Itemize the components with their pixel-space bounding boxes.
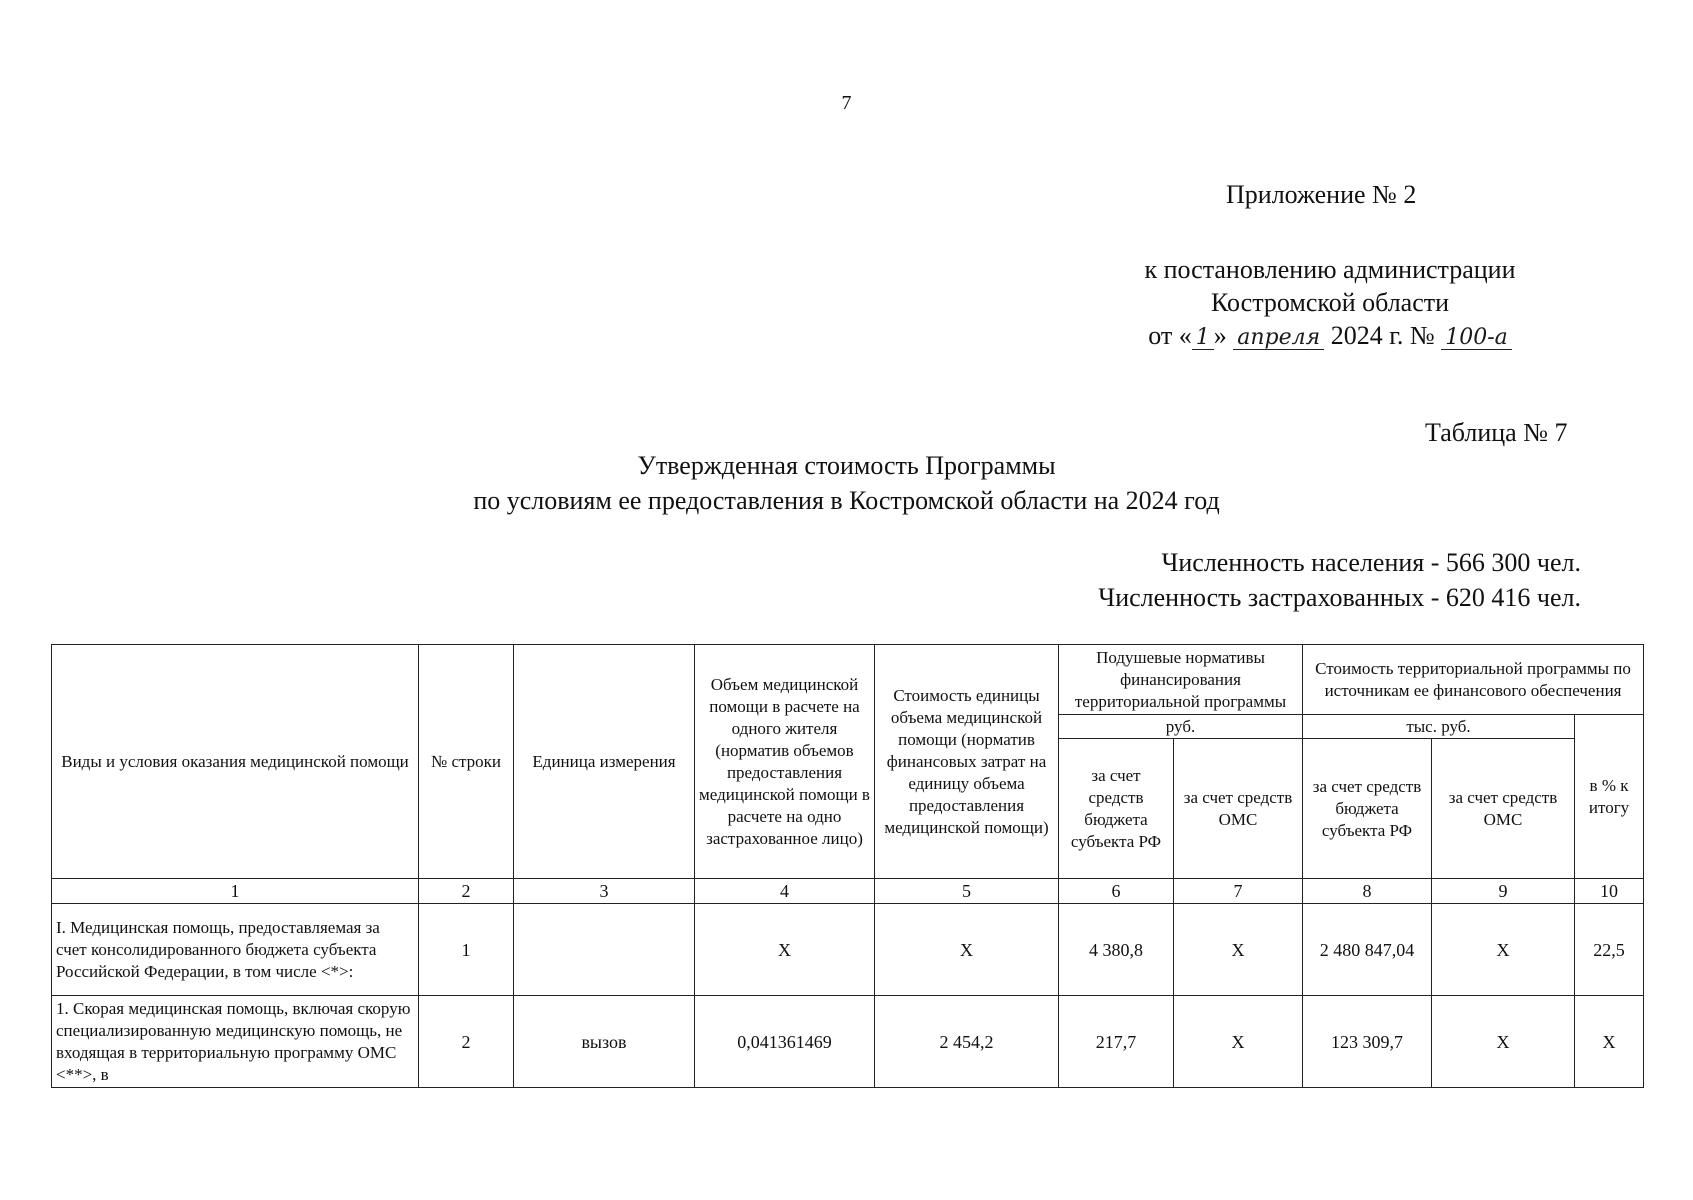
- header-unit-rub: руб.: [1059, 715, 1303, 739]
- date-mid: »: [1213, 321, 1227, 350]
- cost-table: [51, 644, 1644, 1088]
- header-per-capita-budget: за счет средств бюджета субъекта РФ: [1059, 739, 1174, 879]
- date-prefix: от «: [1148, 321, 1192, 350]
- row-per-capita-budget: 4 380,8: [1059, 904, 1174, 996]
- column-number: 5: [875, 879, 1059, 904]
- decree-line-1: к постановлению администрации: [1144, 255, 1516, 284]
- column-number: 2: [419, 879, 514, 904]
- handwritten-decree-number: 100-а: [1441, 327, 1512, 350]
- page-number: 7: [841, 92, 852, 114]
- row-per-capita-oms: Х: [1174, 904, 1303, 996]
- table-row: [52, 904, 1644, 996]
- row-cost-budget: 123 309,7: [1303, 996, 1432, 1088]
- header-unit-thousand-rub: тыс. руб.: [1303, 715, 1575, 739]
- column-number: 8: [1303, 879, 1432, 904]
- row-unit: вызов: [514, 996, 695, 1088]
- header-volume: Объем медицинской помощи в расчете на одного жителя (норматив объемов предоставления медицинской помощи в расчете на одно застрахованное лицо): [695, 645, 875, 879]
- row-cost-budget: 2 480 847,04: [1303, 904, 1432, 996]
- row-line-no: 2: [419, 996, 514, 1088]
- date-year: 2024 г. №: [1330, 321, 1435, 350]
- column-number: 9: [1432, 879, 1575, 904]
- column-number: 4: [695, 879, 875, 904]
- column-number: 3: [514, 879, 695, 904]
- row-unit: [514, 904, 695, 996]
- appendix-title: Приложение № 2: [1226, 180, 1417, 209]
- header-unit: Единица измерения: [514, 645, 695, 879]
- column-number-row: [52, 879, 1644, 904]
- row-name: 1. Скорая медицинская помощь, включая скорую специализированную медицинскую помощь, не входящая в территориальную программу ОМС <**>, в: [52, 996, 419, 1088]
- header-cost-budget: за счет средств бюджета субъекта РФ: [1303, 739, 1432, 879]
- row-per-capita-oms: Х: [1174, 996, 1303, 1088]
- column-number: 1: [52, 879, 419, 904]
- decree-date-line: [1110, 319, 1550, 352]
- header-cost-group: Стоимость территориальной программы по источникам ее финансового обеспечения: [1303, 645, 1644, 715]
- table-label: Таблица № 7: [1425, 418, 1568, 447]
- title-line-2: по условиям ее предоставления в Костромской области на 2024 год: [473, 486, 1220, 515]
- header-line-no: № строки: [419, 645, 514, 879]
- row-percent: Х: [1575, 996, 1644, 1088]
- row-name: I. Медицинская помощь, предоставляемая за счет консолидированного бюджета субъекта Российской Федерации, в том числе <*>:: [52, 904, 419, 996]
- population-insured: Численность застрахованных - 620 416 чел.: [1098, 583, 1581, 612]
- header-row-1: [52, 645, 1644, 715]
- column-number: 6: [1059, 879, 1174, 904]
- row-per-capita-budget: 217,7: [1059, 996, 1174, 1088]
- row-line-no: 1: [419, 904, 514, 996]
- population-info: [1098, 545, 1581, 615]
- table-row: [52, 996, 1644, 1088]
- population-total: Численность населения - 566 300 чел.: [1161, 548, 1581, 577]
- decree-line-2: Костромской области: [1210, 288, 1450, 317]
- row-percent: 22,5: [1575, 904, 1644, 996]
- row-unit-cost: 2 454,2: [875, 996, 1059, 1088]
- row-cost-oms: Х: [1432, 904, 1575, 996]
- handwritten-day: 1: [1192, 327, 1214, 350]
- decree-reference: [1110, 253, 1550, 352]
- row-unit-cost: Х: [875, 904, 1059, 996]
- document-title: [0, 448, 1693, 518]
- header-unit-cost: Стоимость единицы объема медицинской помощи (норматив финансовых затрат на единицу объема предоставления медицинской помощи): [875, 645, 1059, 879]
- column-number: 7: [1174, 879, 1303, 904]
- row-volume: Х: [695, 904, 875, 996]
- row-cost-oms: Х: [1432, 996, 1575, 1088]
- handwritten-month: апреля: [1233, 327, 1324, 350]
- column-number: 10: [1575, 879, 1644, 904]
- header-percent: в % к итогу: [1575, 715, 1644, 879]
- row-volume: 0,041361469: [695, 996, 875, 1088]
- header-kinds-of-care: Виды и условия оказания медицинской помощи: [52, 645, 419, 879]
- title-line-1: Утвержденная стоимость Программы: [637, 451, 1056, 480]
- header-per-capita-group: Подушевые нормативы финансирования территориальной программы: [1059, 645, 1303, 715]
- header-per-capita-oms: за счет средств ОМС: [1174, 739, 1303, 879]
- header-cost-oms: за счет средств ОМС: [1432, 739, 1575, 879]
